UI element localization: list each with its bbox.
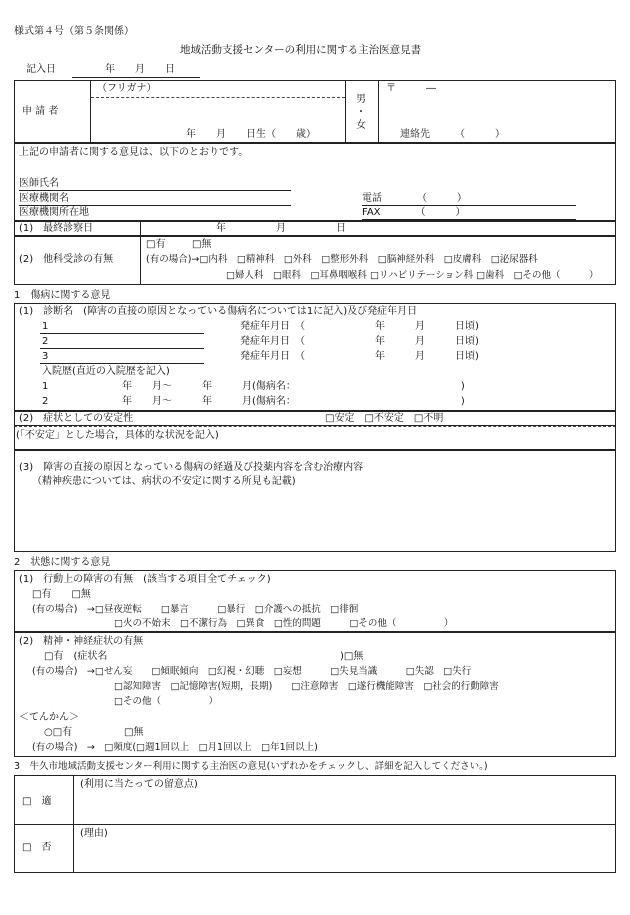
tel-field[interactable]: 電話 （ ） [362, 193, 467, 204]
other-dept-row1[interactable]: (有の場合)→□内科 □精神科 □外科 □整形外科 □脳神経外科 □皮膚科 □泌尿器科 [146, 254, 538, 265]
hosp-no-2: 2 [42, 396, 49, 407]
suitable-checkbox[interactable]: □ 適 [22, 796, 52, 807]
last-visit-date[interactable]: 年 月 日 [216, 223, 346, 234]
stability-options[interactable]: □安定 □不安定 □不明 [325, 413, 444, 424]
form-number: 様式第４号（第５条関係） [14, 26, 134, 37]
hosp-row-1[interactable]: 年 月～ 年 月(傷病名： ) [122, 381, 465, 392]
epilepsy-yes[interactable]: ○□有 [44, 727, 73, 738]
hosp-no-1: 1 [42, 381, 49, 392]
birthdate-field[interactable]: 年 月 日生（ 歳） [186, 129, 316, 140]
hosp-row-2[interactable]: 年 月～ 年 月(傷病名： ) [122, 396, 465, 407]
applicant-label: 申 請 者 [22, 106, 59, 117]
entry-date-underline [72, 77, 200, 78]
diag-no-3: 3 [42, 351, 49, 362]
other-dept-label: (2) 他科受診の有無 [19, 254, 114, 265]
course-label: (3) 障害の直接の原因となっている傷病の経過及び投薬内容を含む治療内容 [19, 462, 364, 473]
psych-label: (2) 精神・神経症状の有無 [19, 636, 144, 647]
suitable-note-label: (利用に当たっての留意点) [80, 779, 198, 790]
opinion-intro: 上記の申請者に関する意見は、以下のとおりです。 [19, 147, 249, 158]
psych-row1[interactable]: (有の場合) →□せん妄 □傾眠傾向 □幻視・幻聴 □妄想 □失見当識 □失認 □失行 [32, 666, 472, 677]
psych-row2[interactable]: □認知障害 □記憶障害(短期，長期) □注意障害 □遂行機能障害 □社会的行動障害 [114, 681, 499, 692]
doctor-name-label: 医師氏名 [19, 178, 59, 189]
diag-no-2: 2 [42, 336, 49, 347]
diag-onset-3[interactable]: 発症年月日 （ 年 月 日頃) [240, 351, 479, 362]
institution-name-label: 医療機関名 [19, 193, 69, 204]
psych-row3[interactable]: □その他（ ） [114, 696, 218, 707]
behavior-row2[interactable]: □火の不始末 □不潔行為 □異食 □性的問題 □その他（ ） [114, 618, 454, 629]
sex-dot: ・ [356, 107, 366, 118]
section3-heading: 3 牛久市地域活動支援センター利用に関する主治医の意見(いずれかをチェックし、詳細を記入してください。) [14, 761, 488, 772]
epilepsy-label: ＜てんかん＞ [19, 712, 79, 723]
zip-field[interactable]: 〒 ― [386, 83, 436, 94]
entry-date-label: 記入日 [26, 64, 56, 75]
behavior-row1[interactable]: (有の場合) →□昼夜逆転 □暴言 □暴行 □介護への抵抗 □徘徊 [32, 604, 359, 615]
stability-label: (2) 症状としての安定性 [19, 413, 134, 424]
diag-onset-2[interactable]: 発症年月日 （ 年 月 日頃) [240, 336, 479, 347]
sex-female[interactable]: 女 [356, 120, 366, 131]
unsuitable-checkbox[interactable]: □ 否 [22, 842, 52, 853]
diagnosis-label: (1) 診断名 (障害の直接の原因となっている傷病名については1に記入)及び発症年月日 [19, 306, 418, 317]
hospitalization-label: 入院歴(直近の入院歴を記入) [42, 366, 170, 377]
furigana-label: （フリガナ） [97, 83, 157, 94]
institution-address-label: 医療機関所在地 [19, 207, 89, 218]
sex-male[interactable]: 男 [356, 94, 366, 105]
epilepsy-row[interactable]: (有の場合) → □頻度(□週1回以上 □月1回以上 □年1回以上) [32, 742, 318, 753]
last-visit-label: (1) 最終診察日 [19, 223, 94, 234]
section1-heading: 1 傷病に関する意見 [14, 290, 111, 301]
fax-field[interactable]: FAX （ ） [362, 207, 466, 218]
other-dept-no[interactable]: □無 [192, 239, 212, 250]
epilepsy-no[interactable]: □無 [124, 727, 144, 738]
section2-heading: 2 状態に関する意見 [14, 557, 111, 568]
unsuitable-reason-label: (理由) [80, 828, 108, 839]
unstable-note: (「不安定」とした場合，具体的な状況を記入) [16, 430, 219, 441]
other-dept-yes[interactable]: □有 [146, 239, 166, 250]
page-title: 地域活動支援センターの利用に関する主治医意見書 [180, 44, 422, 56]
course-note: （精神疾患については、病状の不安定に関する所見も記載) [32, 476, 296, 487]
diag-onset-1[interactable]: 発症年月日 （ 年 月 日頃) [240, 321, 479, 332]
entry-date-field[interactable]: 年 月 日 [105, 64, 175, 75]
psych-no[interactable]: )□無 [340, 651, 364, 662]
behavior-label: (1) 行動上の障害の有無 (該当する項目全てチェック) [19, 574, 271, 585]
diag-no-1: 1 [42, 321, 49, 332]
psych-yes[interactable]: □有 (症状名 [44, 651, 108, 662]
contact-field[interactable]: 連絡先 （ ） [400, 129, 505, 140]
other-dept-row2[interactable]: □婦人科 □眼科 □耳鼻咽喉科 □リハビリテーション科 □歯科 □その他（ ） [226, 270, 599, 281]
behavior-yes-no[interactable]: □有 □無 [32, 589, 91, 600]
